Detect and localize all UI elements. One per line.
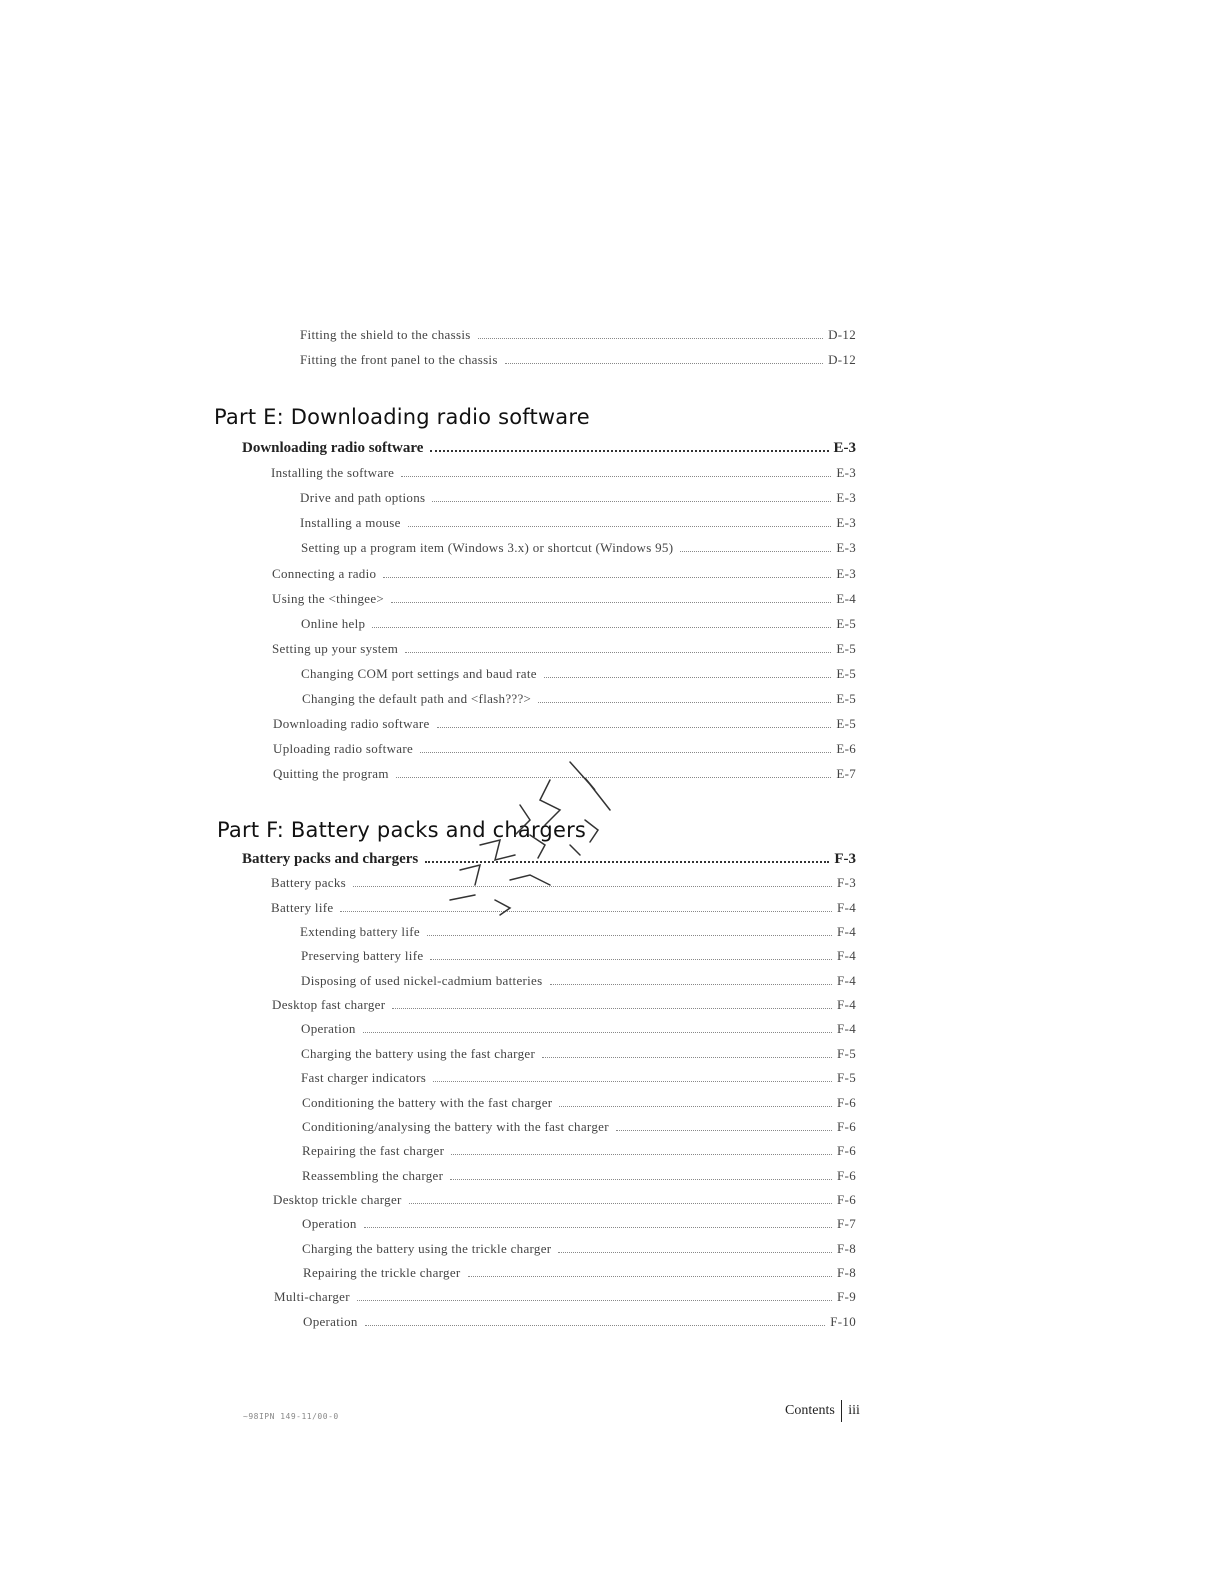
draft-stamp-marks bbox=[420, 750, 640, 930]
toc-entry bbox=[300, 352, 856, 368]
dot-leader bbox=[538, 702, 831, 703]
toc-entry-label: Downloading radio software bbox=[242, 440, 424, 456]
toc-entry-page: F-4 bbox=[837, 997, 856, 1013]
toc-entry bbox=[301, 1021, 856, 1037]
toc-entry-page: F-6 bbox=[837, 1143, 856, 1159]
toc-entry-page: E-5 bbox=[836, 691, 856, 706]
dot-leader bbox=[450, 1179, 832, 1180]
toc-entry-label: Charging the battery using the trickle charger bbox=[302, 1240, 552, 1256]
dot-leader bbox=[437, 727, 832, 728]
toc-entry-page: F-4 bbox=[837, 1021, 856, 1037]
toc-entry-page: F-3 bbox=[834, 851, 856, 867]
toc-entry bbox=[303, 1314, 856, 1330]
toc-entry-label: Charging the battery using the fast charger bbox=[301, 1045, 536, 1061]
dot-leader bbox=[542, 1057, 832, 1058]
toc-entry-label: Battery packs and chargers bbox=[242, 851, 419, 867]
toc-entry-page: E-3 bbox=[836, 490, 856, 506]
dot-leader bbox=[432, 501, 831, 502]
toc-entry-label: Using the <thingee> bbox=[272, 590, 385, 606]
dot-leader bbox=[391, 602, 831, 603]
toc-entry-page: E-5 bbox=[836, 615, 856, 631]
toc-entry-page: F-10 bbox=[830, 1313, 856, 1329]
toc-entry-label: Downloading radio software bbox=[273, 716, 430, 732]
dot-leader bbox=[357, 1300, 832, 1301]
toc-entry-label: Extending battery life bbox=[300, 924, 420, 940]
toc-entry-label: Setting up a program item (Windows 3.x) or shortcut (Windows 95) bbox=[301, 540, 674, 556]
page-footer bbox=[785, 1400, 860, 1422]
toc-entry-page: F-4 bbox=[837, 972, 856, 988]
toc-entry-page: F-8 bbox=[837, 1240, 856, 1256]
toc-entry-label: Fitting the shield to the chassis bbox=[300, 327, 471, 342]
toc-entry-label: Preserving battery life bbox=[301, 948, 424, 964]
dot-leader bbox=[383, 577, 831, 578]
toc-entry bbox=[302, 1143, 856, 1159]
dot-leader bbox=[401, 476, 831, 477]
toc-entry-label: Online help bbox=[301, 615, 366, 631]
toc-entry-label: Setting up your system bbox=[272, 640, 399, 656]
toc-entry bbox=[302, 1119, 856, 1135]
toc-entry-page: F-3 bbox=[837, 875, 856, 891]
dot-leader bbox=[408, 526, 832, 527]
toc-entry bbox=[301, 616, 856, 632]
toc-entry-page: E-5 bbox=[836, 665, 856, 681]
toc-entry-label: Conditioning/analysing the battery with the fast charger bbox=[302, 1118, 609, 1134]
dot-leader bbox=[433, 1081, 832, 1082]
toc-entry-page: E-3 bbox=[836, 465, 856, 481]
toc-entry bbox=[300, 490, 856, 506]
dot-leader bbox=[680, 551, 831, 552]
dot-leader bbox=[372, 627, 831, 628]
toc-entry-page: F-7 bbox=[837, 1216, 856, 1232]
toc-entry-page: F-5 bbox=[837, 1070, 856, 1086]
toc-entry-page: F-4 bbox=[837, 948, 856, 964]
toc-entry-label: Changing COM port settings and baud rate bbox=[301, 665, 537, 681]
toc-entry bbox=[271, 465, 856, 481]
toc-entry bbox=[302, 1241, 856, 1257]
toc-entry-page: F-6 bbox=[837, 1118, 856, 1134]
toc-entry-label: Installing the software bbox=[271, 465, 395, 481]
toc-entry-page: E-5 bbox=[836, 716, 856, 732]
toc-entry-label: Desktop trickle charger bbox=[273, 1191, 402, 1207]
toc-entry bbox=[302, 1168, 856, 1184]
dot-leader bbox=[616, 1130, 832, 1131]
toc-entry bbox=[301, 540, 856, 556]
toc-entry-page: F-8 bbox=[837, 1264, 856, 1280]
toc-entry-label: Fast charger indicators bbox=[301, 1070, 427, 1086]
dot-leader bbox=[392, 1008, 832, 1009]
toc-entry-label: Fitting the front panel to the chassis bbox=[300, 352, 498, 367]
toc-entry-label: Operation bbox=[303, 1313, 358, 1329]
toc-entry bbox=[272, 997, 856, 1013]
dot-leader bbox=[478, 338, 823, 339]
footer-divider bbox=[841, 1400, 843, 1422]
toc-entry bbox=[303, 1265, 856, 1281]
toc-entry bbox=[302, 1216, 856, 1232]
toc-entry-page: F-6 bbox=[837, 1167, 856, 1183]
toc-entry bbox=[273, 716, 856, 732]
dot-leader bbox=[451, 1154, 832, 1155]
toc-entry-label: Uploading radio software bbox=[273, 741, 414, 757]
toc-entry-page: E-3 bbox=[836, 515, 856, 531]
toc-entry-page: F-4 bbox=[837, 899, 856, 915]
dot-leader bbox=[468, 1276, 832, 1277]
toc-entry-label: Repairing the fast charger bbox=[302, 1143, 445, 1159]
toc-entry bbox=[272, 591, 856, 607]
toc-entry-label: Conditioning the battery with the fast charger bbox=[302, 1094, 553, 1110]
dot-leader bbox=[409, 1203, 832, 1204]
toc-entry bbox=[273, 1192, 856, 1208]
toc-entry-page: E-3 bbox=[836, 565, 856, 581]
dot-leader bbox=[363, 1032, 832, 1033]
toc-entry bbox=[301, 1070, 856, 1086]
dot-leader bbox=[364, 1227, 832, 1228]
toc-entry-label: Reassembling the charger bbox=[302, 1167, 444, 1183]
toc-entry-label: Drive and path options bbox=[300, 490, 426, 506]
dot-leader bbox=[430, 959, 832, 960]
toc-entry-label: Changing the default path and <flash???> bbox=[302, 691, 532, 706]
dot-leader bbox=[558, 1252, 832, 1253]
toc-entry-label: Desktop fast charger bbox=[272, 997, 386, 1013]
dot-leader bbox=[544, 677, 831, 678]
toc-entry-page: E-3 bbox=[836, 540, 856, 556]
toc-entry-page: E-5 bbox=[836, 640, 856, 656]
toc-entry-page: E-6 bbox=[836, 741, 856, 757]
toc-entry-label: Battery life bbox=[271, 899, 334, 915]
toc-entry-label: Battery packs bbox=[271, 875, 347, 891]
dot-leader bbox=[427, 935, 832, 936]
toc-entry-page: E-4 bbox=[836, 590, 856, 606]
toc-entry bbox=[301, 1046, 856, 1062]
toc-entry bbox=[301, 973, 856, 989]
toc-entry-page: D-12 bbox=[828, 327, 856, 342]
toc-entry bbox=[302, 691, 856, 707]
dot-leader bbox=[550, 984, 833, 985]
dot-leader bbox=[405, 652, 831, 653]
toc-entry bbox=[272, 641, 856, 657]
toc-entry bbox=[274, 1289, 856, 1305]
dot-leader bbox=[430, 450, 828, 452]
part-e-title: Part E: Downloading radio software bbox=[214, 405, 590, 429]
toc-entry-page: E-7 bbox=[836, 766, 856, 782]
toc-entry-page: F-4 bbox=[837, 924, 856, 940]
toc-entry-label: Operation bbox=[302, 1216, 357, 1232]
toc-entry bbox=[272, 566, 856, 582]
part-f-title: Part F: Battery packs and chargers bbox=[217, 818, 587, 842]
toc-entry bbox=[301, 948, 856, 964]
toc-entry bbox=[300, 327, 856, 343]
toc-entry-label: Connecting a radio bbox=[272, 565, 377, 581]
dot-leader bbox=[365, 1325, 826, 1326]
toc-entry-page: F-6 bbox=[837, 1094, 856, 1110]
toc-entry-label: Multi-charger bbox=[274, 1289, 350, 1305]
dot-leader bbox=[505, 363, 823, 364]
footer-page-number: iii bbox=[848, 1403, 860, 1418]
footer-section-label: Contents bbox=[785, 1403, 835, 1418]
toc-entry bbox=[242, 440, 856, 457]
toc-entry-label: Operation bbox=[301, 1021, 356, 1037]
toc-entry-page: F-9 bbox=[837, 1289, 856, 1305]
toc-entry bbox=[302, 1095, 856, 1111]
toc-entry-page: F-5 bbox=[837, 1045, 856, 1061]
toc-entry-label: Disposing of used nickel-cadmium batteries bbox=[301, 972, 543, 988]
toc-entry-label: Installing a mouse bbox=[300, 515, 401, 531]
toc-entry-label: Quitting the program bbox=[273, 766, 389, 782]
document-code: ~98IPN 149-11/00-0 bbox=[243, 1412, 339, 1421]
toc-entry-page: D-12 bbox=[828, 352, 856, 367]
toc-entry bbox=[301, 666, 856, 682]
toc-entry-page: E-3 bbox=[833, 440, 856, 456]
dot-leader bbox=[559, 1106, 832, 1107]
toc-entry-page: F-6 bbox=[837, 1191, 856, 1207]
toc-entry-label: Repairing the trickle charger bbox=[303, 1264, 461, 1280]
toc-entry bbox=[300, 515, 856, 531]
